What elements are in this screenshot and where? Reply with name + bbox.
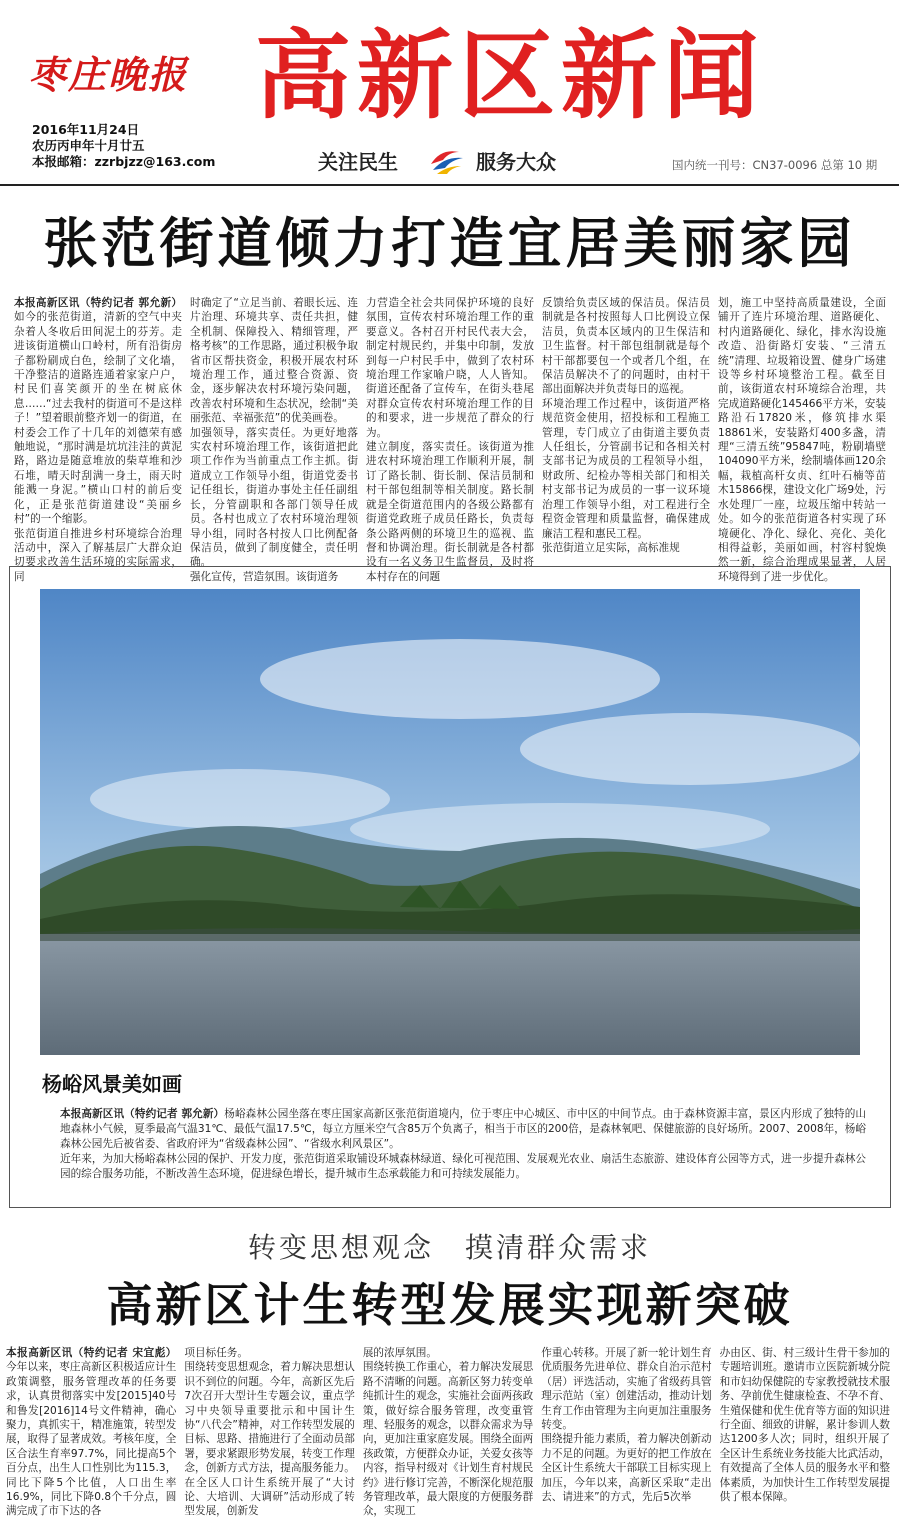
contact-email: 本报邮箱：zzrbjzz@163.com — [32, 154, 216, 169]
article-column — [362, 1346, 534, 1518]
article-column — [190, 296, 358, 583]
photo-caption-body — [60, 1107, 866, 1182]
newspaper-logo: 枣庄晚报 — [28, 52, 189, 97]
article-text: 办由区、街、村三级计生骨干参加的专题培训班。邀请市立医院新城分院和市妇幼保健院的专家教授就技术服务、孕前优生健康检查、不孕不育、生殖保健和优生优育等方面的知识进行全面、细致的讲解，累计参训人数达1200多人次；同时，组织开展了全区计生系统业务技能大比武活动，有效提高了全体人员的服务水平和整体素质，为加快计生工作转型发展提供了根本保障。 — [719, 1347, 891, 1504]
article-column — [366, 296, 534, 583]
landscape-photo — [40, 589, 860, 1055]
article-lead: 本报高新区讯（特约记者 宋宜彪） — [6, 1347, 177, 1359]
article2-headline: 高新区计生转型发展实现新突破 — [106, 1278, 793, 1332]
article-text: 如今的张范街道，清新的空气中夹杂着人冬收后田间泥土的芬芳。走进该街道横山口岭村，所有沿街房子都粉刷成白色，绘制了文化墙，干净整洁的道路连通着家家户户，村民们喜笑颜开的坐在树底休息……“过去我村的街道可不是这样子！”望着眼前整齐划一的街道，在村委会工作了十几年的刘德荣有感触地说，“那时满是坑坑洼洼的黄泥路，路边是随意堆放的柴草堆和沙石堆，晴天时刮满一身土，雨天时能溅一身泥。”横山口村的前后变化，正是张范街道建设“美丽乡村”的一个缩影。 张范街道自推进乡村环境综合治理活动中，深入了解基层广大群众迫切要求改善生活环境的实际需求，同 — [14, 311, 182, 583]
article1-body — [14, 296, 886, 583]
article-text: 今年以来，枣庄高新区积极适应计生政策调整，服务管理改革的任务要求，认真贯彻落实中发[2015]40号和鲁发[2016]14号文件精神，确心聚力，真抓实干，精准施策，转型发展，取得了显著成效。考核年度，全区合法生育率97.7%，同比提高5个百分点，出生人口性别比为115.3，同比下降5个比值，人口出生率16.9%，同比下降0.8个千分点，圆满完成了市下达的各 — [6, 1361, 177, 1518]
article-column — [6, 1346, 177, 1518]
issue-info: 国内统一刊号：CN37-0096 总第 10 期 — [672, 158, 878, 172]
article-column — [542, 296, 710, 554]
article-column — [720, 1346, 890, 1508]
caption-text: 杨峪森林公园坐落在枣庄国家高新区张范街道境内，位于枣庄中心城区、市中区的中间节点。由于森林资源丰富，景区内形成了独特的山地森林小气候，夏季最高气温31℃、最低气温17.5℃，每立方厘米空气含85万个负离子，相当于市区的200倍，是森林氧吧、保健旅游的良好场所。2007、2008年，杨峪森林公园先后被省委、省政府评为“省级森林公园”、“省级水利风景区”。 近年来，为加大杨峪森林公园的保护、开发力度，张范街道采取铺设环城森林绿道、绿化可视范围、发展观光农业、扇活生态旅游、建设体育公园等方式，进一步提升森林公园的综合服务功能，不断改善生态环境，促进绿色增长，提升城市生态承载能力和可持续发展能力。 — [60, 1108, 867, 1180]
photo-caption-title: 杨峪风景美如画 — [42, 1072, 182, 1096]
masthead-divider — [0, 184, 899, 186]
article-text: 反馈给负责区域的保洁员。保洁员制就是各村按照每人口比例设立保洁员，负责本区域内的卫生保洁和卫生监督。村干部包组制就是每个村干部都要包一个或者几个组，在保洁员解决不了的问题时，由村干部出面解决并负责每日的巡视。 环境治理工作过程中，该街道严格规范资金使用，招投标和工程施工管理，专门成立了由街道主要负责人任组长，分管副书记和各相关村支部书记为成员的工程领导小组，财政所、纪检办等相关部门和相关村支部书记为成员的一事一议环境治理工作领导小组，对工程进行全程资金管理和质量监督，确保建成廉洁工程和惠民工程。 张范街道立足实际，高标准规 — [542, 297, 710, 554]
article-text: 划，施工中坚持高质量建设，全面铺开了连片环境治理、道路硬化、村内道路硬化、绿化，排水沟设施改造、沿街路灯安装、“三清五统”清理、垃圾箱设置、健身广场建设等乡村环境整治工程。截至目前，该街道农村环境综合治理，共完成道路硬化145466平方米，安装路沿石17820米，修筑排水渠18861米，安装路灯400多盏，清理“三清五统”95847吨，粉刷墙壁104090平方米，绘制墙体画120余幅，栽植高杆女贞、红叶石楠等苗木15866棵，建设文化广场9处，污水处理厂一座，垃圾压缩中转站一处。如今的张范街道各村实现了环境硬化、净化、绿化、亮化、美化相得益彰，美丽如画，村容村貌焕然一新，综合治理成果显著，人居环境得到了进一步优化。 — [718, 297, 886, 583]
article-column — [184, 1346, 355, 1518]
lunar-date: 农历丙申年十月廿五 — [32, 138, 145, 153]
section-title: 高新区新闻 — [255, 20, 765, 132]
swirl-logo-icon — [427, 146, 467, 176]
article-text: 力营造全社会共同保护环境的良好氛围，宣传农村环境治理工作的重要意义。各村召开村民代表大会，制定村规民约，并集中印制，发放到每一户村民手中，做到了农村环境治理工作家喻户晓，人人皆知。街道还配备了宣传车，在街头巷尾对群众宣传农村环境治理工作的目的和要求，进一步规范了群众的行为。 建立制度，落实责任。该街道为推进农村环境治理工作顺利开展，制订了路长制、街长制、保洁员制和村干部包组制等相关制度。路长制就是全街道范围内的各级公路都有街道党政班子成员任路长，负责每条公路两侧的环境卫生的巡视、监督和协调治理。街长制就是各村都设有一名义务卫生监督员，及时将本村存在的问题 — [366, 297, 534, 583]
slogan-left: 关注民生 — [318, 150, 398, 174]
slogan-right: 服务大众 — [476, 150, 556, 174]
article-text: 作重心转移。开展了新一轮计划生育优质服务先进单位、群众自治示范村（居）评选活动，实施了省级药具管理示范站（室）创建活动，推动计划生育工作由管理为主向更加注重服务转变。 围绕提升能力素质，着力解决创新动力不足的问题。为更好的把工作放在全区计生系统大干部联工目标实现上加压，今年以来，高新区采取“走出去、请进来”的方式，先后5次举 — [541, 1347, 712, 1504]
article-column — [14, 296, 182, 583]
masthead — [0, 0, 899, 185]
article2-subheadline: 转变思想观念 摸清群众需求 — [247, 1231, 651, 1264]
article-column — [718, 296, 886, 583]
article-text: 展的浓厚氛围。 围绕转换工作重心，着力解决发展思路不清晰的问题。高新区努力转变单纯抓计生的观念，实施社会面两孩政策，做好综合服务管理，改变重管理、轻服务的观念，以群众需求为导向，更加注重家庭发展。围绕全面两孩政策，方便群众办证，关爱女孩等内容，指导村级对《计划生育村规民约》进行修订完善，不断深化规范服务管理改革，最大限度的方便服务群众，实现工 — [362, 1347, 534, 1518]
article-column — [541, 1346, 711, 1508]
article-text: 时确定了“立足当前、着眼长远、连片治理、环境共享、责任共担，健全机制、保障投入、精细管理，严格考核”的工作思路，通过积极争取省市区帮扶资金，积极开展农村环境治理工作，通过整合资源、资金，逐步解决农村环境污染问题，改善农村环境和生态状况，绘制“美丽张范、幸福张范”的优美画卷。 加强领导，落实责任。为更好地落实农村环境治理工作，该街道把此项工作作为当前重点工作主抓。街道成立工作领导小组，街道党委书记任组长，街道办事处主任任副组长，分管副职和各部门领导任成员。各村也成立了农村环境治理领导小组，同时各村按人口比例配备保洁员，做到了制度健全，责任明确。 强化宣传，营造氛围。该街道务 — [190, 297, 358, 583]
article2-body — [6, 1346, 891, 1518]
article-lead: 本报高新区讯（特约记者 郭允新） — [14, 297, 182, 309]
photo-feature-box — [9, 566, 891, 1208]
article-text: 项目标任务。 围绕转变思想观念，着力解决思想认识不到位的问题。今年，高新区先后7次召开大型计生专题会议，重点学习中央领导重要批示和中国计生协“八代会”精神，对工作转型发展的目标、思路、措施进行了全面动员部署，要求紧跟形势发展，转变工作理念，创新方式方法，提高服务能力。在全区人口计生系统开展了“大讨论、大培训、大调研”活动形成了转型发展，创新发 — [184, 1347, 355, 1518]
caption-lead: 本报高新区讯（特约记者 郭允新） — [60, 1108, 225, 1120]
article1-headline: 张范街道倾力打造宜居美丽家园 — [43, 212, 856, 275]
issue-date: 2016年11月24日 — [32, 122, 140, 137]
